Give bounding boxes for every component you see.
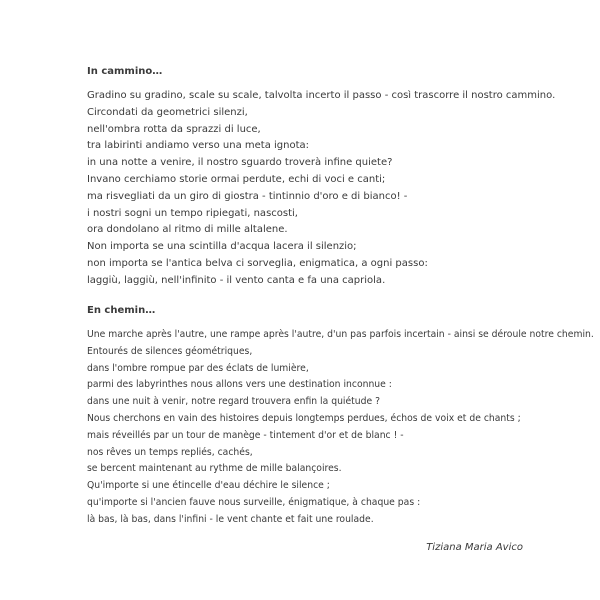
poem-line: Non importa se una scintilla d'acqua lacera il silenzio; — [87, 241, 357, 253]
poem-line: Qu'importe si une étincelle d'eau déchire le silence ; — [87, 480, 330, 492]
poem-line: parmi des labyrinthes nous allons vers une destination inconnue : — [87, 379, 392, 391]
poem-line: Entourés de silences géométriques, — [87, 345, 253, 357]
poem-line: dans l'ombre rompue par des éclats de lumière, — [87, 362, 309, 374]
poem-line: i nostri sogni un tempo ripiegati, nascosti, — [87, 207, 298, 219]
author-signature: Tiziana Maria Avico — [426, 542, 523, 553]
poem-stanza-italian — [87, 88, 555, 290]
poem-line: Invano cerchiamo storie ormai perdute, echi di voci e canti; — [87, 173, 386, 185]
poem-line: ma risvegliati da un giro di giostra - tintinnio d'oro e di bianco! - — [87, 190, 408, 202]
poem-line: ora dondolano al ritmo di mille altalene. — [87, 224, 288, 236]
poem-line: Nous cherchons en vain des histoires depuis longtemps perdues, échos de voix et de chants ; — [87, 412, 521, 424]
poem-line: là bas, là bas, dans l'infini - le vent chante et fait une roulade. — [87, 513, 374, 525]
poem-title-italian: In cammino… — [87, 66, 163, 77]
poem-line: dans une nuit à venir, notre regard trouvera enfin la quiétude ? — [87, 396, 381, 408]
poem-title-french: En chemin… — [87, 305, 156, 316]
poem-line: tra labirinti andiamo verso una meta ignota: — [87, 140, 310, 152]
poem-line: Une marche après l'autre, une rampe après l'autre, d'un pas parfois incertain - ainsi se déroule notre chemin. — [87, 329, 594, 340]
poem-line: se bercent maintenant au rythme de mille balançoires. — [87, 463, 342, 475]
poem-line: nos rêves un temps repliés, cachés, — [87, 446, 253, 458]
poem-line: mais réveillés par un tour de manège - tintement d'or et de blanc ! - — [87, 429, 404, 441]
poem-line: qu'importe si l'ancien fauve nous surveille, énigmatique, à chaque pas : — [87, 496, 421, 508]
poem-line: Gradino su gradino, scale su scale, talvolta incerto il passo - così trascorre il nostro cammino. — [87, 90, 556, 101]
poem-line: nell'ombra rotta da sprazzi di luce, — [87, 123, 261, 135]
poem-stanza-french — [87, 327, 600, 529]
poem-line: non importa se l'antica belva ci sorveglia, enigmatica, a ogni passo: — [87, 257, 428, 269]
poem-line: in una notte a venire, il nostro sguardo troverà infine quiete? — [87, 157, 393, 169]
poem-line: Circondati da geometrici silenzi, — [87, 106, 248, 118]
poem-line: laggiù, laggiù, nell'infinito - il vento canta e fa una capriola. — [87, 274, 386, 286]
